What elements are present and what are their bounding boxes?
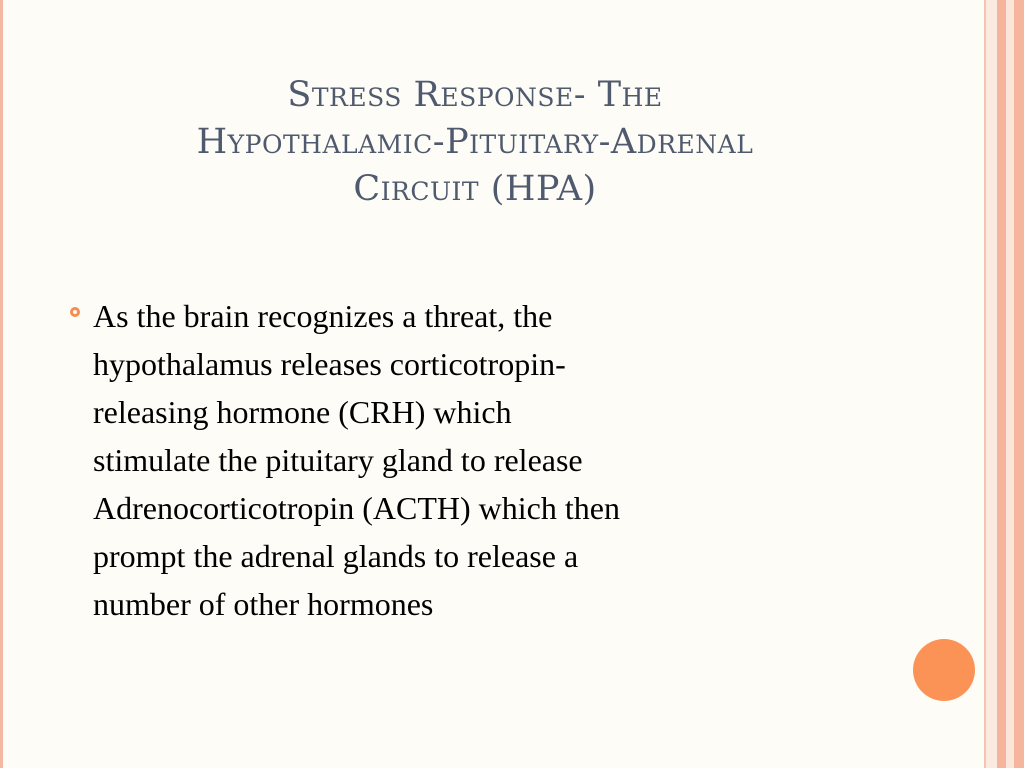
bullet-line-5: Adrenocorticotropin (ACTH) which then xyxy=(93,490,620,526)
title-line-2: Hypothalamic-Pituitary-Adrenal xyxy=(196,122,754,162)
decorative-circle-icon xyxy=(913,639,975,701)
bullet-line-6: prompt the adrenal glands to release a xyxy=(93,538,579,574)
bullet-icon xyxy=(70,307,80,317)
title-line-1: Stress Response- The xyxy=(287,75,663,115)
bullet-text xyxy=(93,292,870,628)
bullet-line-2: hypothalamus releases corticotropin- xyxy=(93,346,566,382)
bullet-item xyxy=(70,292,870,628)
slide-title xyxy=(60,72,890,213)
title-line-3: Circuit (HPA) xyxy=(353,169,597,209)
bullet-line-4: stimulate the pituitary gland to release xyxy=(93,442,583,478)
left-border xyxy=(0,0,3,768)
bullet-list xyxy=(70,292,870,628)
right-decorative-stripes xyxy=(984,0,1024,768)
bullet-line-1: As the brain recognizes a threat, the xyxy=(93,298,553,334)
bullet-line-7: number of other hormones xyxy=(93,586,434,622)
bullet-line-3: releasing hormone (CRH) which xyxy=(93,394,512,430)
